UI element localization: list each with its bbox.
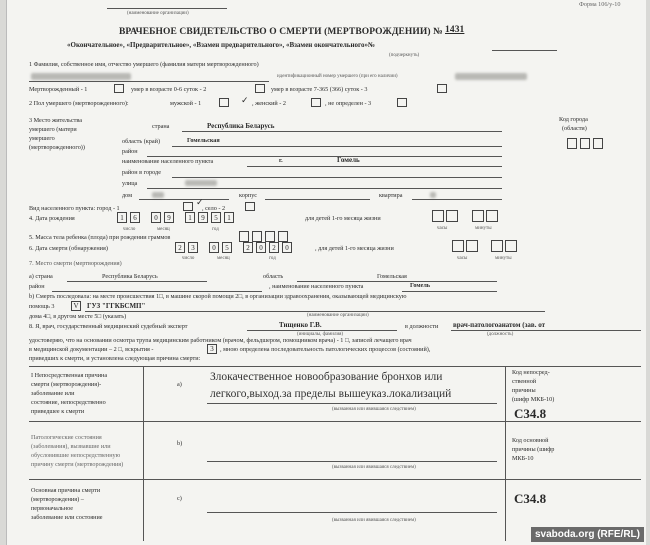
death-minute-box[interactable] <box>505 240 517 252</box>
cause1-label-2: смерти (мертворождения)- <box>31 381 102 388</box>
region-value: Гомельская <box>187 137 220 144</box>
death-year-digit[interactable]: 2 <box>269 242 279 253</box>
cause2-letter: b) <box>177 440 183 447</box>
section1-label: 1 Фамилия, собственное имя, отчество умершего (фамилия матери мертворожденного) <box>29 61 259 68</box>
female-checkbox[interactable] <box>311 98 321 107</box>
house-label: дом <box>122 192 133 199</box>
underline-caption: (подчеркнуть) <box>389 53 420 58</box>
city-checkbox[interactable] <box>183 202 193 211</box>
section8-label: 8. Я, врач, государственный медицинский судебный эксперт <box>29 323 188 330</box>
cause1-code-label-4: (шифр МКБ-10) <box>512 396 555 403</box>
death-day-digit[interactable]: 2 <box>175 242 185 253</box>
death-place-line2: помощь 3 <box>29 303 55 310</box>
position-value: врач-патологоанатом (зав. от <box>453 321 546 329</box>
cause3-letter: c) <box>177 495 182 502</box>
flat-label: квартира <box>379 192 403 199</box>
age-0-6-option: умер в возрасте 0-6 суток - 2 <box>131 86 207 93</box>
certificate-sheet <box>6 0 646 545</box>
section4-label: 4. Дата рождения <box>29 215 75 222</box>
village-checkbox[interactable] <box>245 202 255 211</box>
stillborn-checkbox[interactable] <box>114 84 124 93</box>
death-minute-box[interactable] <box>491 240 503 252</box>
position-label: в должности <box>405 323 439 330</box>
section3-label-3: умершего <box>29 135 55 142</box>
doctor-name: Тищенко Г.В. <box>279 321 322 329</box>
checkmark-icon: ✓ <box>241 95 249 105</box>
weight-box[interactable] <box>252 231 262 242</box>
redacted-name <box>31 73 131 80</box>
age-7-365-option: умер в возрасте 7-365 (366) суток - 3 <box>271 86 368 93</box>
undetermined-option: , не определен - 3 <box>325 100 372 107</box>
death-year-digit[interactable]: 0 <box>282 242 292 253</box>
city-code-label-2: (области) <box>562 125 587 132</box>
district-label: район <box>122 148 138 155</box>
city-code-box[interactable] <box>567 138 577 149</box>
cause1-code: С34.8 <box>514 406 547 421</box>
death-district-label: район <box>29 283 45 290</box>
redacted-street <box>185 180 217 186</box>
settlement-label: наименование населенного пункта <box>122 158 214 165</box>
death-hour-box[interactable] <box>452 240 464 252</box>
death-year-digit[interactable]: 0 <box>256 242 266 253</box>
weight-box[interactable] <box>265 231 275 242</box>
birth-day-caption: число <box>123 227 136 232</box>
form-reference: Форма 106/у-10 <box>579 1 621 8</box>
section8-line4: приведших к смерти, и установлена следующая причина смерти: <box>29 355 201 362</box>
city-code-box[interactable] <box>593 138 603 149</box>
birth-hour-box[interactable] <box>446 210 458 222</box>
birth-year-digit[interactable]: 1 <box>185 212 195 223</box>
death-org-value: ГУЗ "ГГКБСМП" <box>87 302 146 310</box>
birth-year-caption: год <box>212 227 219 232</box>
settlement-type: г. <box>279 157 283 164</box>
death-place-line3: дома 4□, в другом месте 5□ (указать) <box>29 313 127 320</box>
cause1-text-1: Злокачественное новообразование бронхов или <box>210 371 443 383</box>
birth-year-digit[interactable]: 9 <box>198 212 208 223</box>
death-settlement-value: Гомель <box>410 282 431 289</box>
cause1-code-label-2: ственной <box>512 378 537 385</box>
certificate-number: 1431 <box>445 25 465 35</box>
birth-day-digit[interactable]: 1 <box>117 212 127 223</box>
region-label: область (край) <box>122 138 161 145</box>
cause2-label-4: причину смерти (мертворождения) <box>31 461 124 468</box>
cause2-label-1: Патологические состояния <box>31 434 102 441</box>
cause3-label-3: первоначальное <box>31 505 73 512</box>
cause1-label-5: приведшее к смерти <box>31 408 85 415</box>
death-year-caption: год <box>269 256 276 261</box>
city-code-box[interactable] <box>580 138 590 149</box>
cause1-text-2: легкого,выход.за пределы вышеуказ.локализаций <box>210 388 452 400</box>
death-year-digit[interactable]: 2 <box>243 242 253 253</box>
death-minutes-caption: минуты <box>495 256 512 261</box>
position-caption: (должность) <box>487 332 514 337</box>
cause2-code-label-1: Код основной <box>512 437 549 444</box>
birth-minute-box[interactable] <box>486 210 498 222</box>
cause2-label-2: (заболевания), вызвавшие или <box>31 443 111 450</box>
document-title: ВРАЧЕБНОЕ СВИДЕТЕЛЬСТВО О СМЕРТИ (МЕРТВОРОЖДЕНИИ) № <box>119 27 443 37</box>
birth-hour-box[interactable] <box>432 210 444 222</box>
street-label: улица <box>122 180 138 187</box>
cause3-label-2: (мертворождения) – <box>31 496 84 503</box>
redacted-flat <box>430 192 436 198</box>
death-region-value: Гомельская <box>377 273 407 280</box>
birth-day-digit[interactable]: 6 <box>130 212 140 223</box>
stillborn-option: Мертворожденный - 1 <box>29 86 88 93</box>
birth-year-digit[interactable]: 1 <box>224 212 234 223</box>
cause3-label-1: Основная причина смерти <box>31 487 101 494</box>
country-label: страна <box>152 123 170 130</box>
death-hour-box[interactable] <box>466 240 478 252</box>
cause2-code-label-2: причины (шифр <box>512 446 555 453</box>
section3-label-2: умершего (матери <box>29 126 77 133</box>
checkmark-icon: ✓ <box>196 197 204 207</box>
settlement-value: Гомель <box>337 156 360 164</box>
building-label: корпус <box>239 192 258 199</box>
source-watermark: svaboda.org (RFE/RL) <box>531 527 644 542</box>
section3-label-4: (мертворожденного)) <box>29 144 85 151</box>
section7-label: 7. Место смерти (мертворождения) <box>29 260 122 267</box>
death-region-label: область <box>263 273 284 280</box>
birth-month-caption: месяц <box>157 227 170 232</box>
document-subtitle: «Окончательное», «Предварительное», «Взамен предварительного», «Взамен окончательного»№ <box>67 41 376 49</box>
death-month-digit[interactable]: 0 <box>209 242 219 253</box>
death-place-line1: b) Смерть последовала: на месте происшествия 1□, в машине скорой помощи 2□, в организации здравоохранения, оказывающей медицинскую <box>29 293 407 300</box>
section8-line3: в медицинской документации – 2 □, вскрытия - <box>29 346 154 353</box>
male-option: мужской - 1 <box>170 100 202 107</box>
birth-minutes-caption: минуты <box>475 226 492 231</box>
death-infant-label: , для детей 1-го месяца жизни <box>315 245 394 252</box>
male-checkbox[interactable] <box>219 98 229 107</box>
redacted-id <box>455 73 527 80</box>
death-country-value: Республика Беларусь <box>102 273 158 280</box>
doctor-name-caption: (инициалы, фамилия) <box>297 332 344 337</box>
id-number-label: идентификационный номер умершего (при его наличии) <box>277 74 398 79</box>
death-settlement-label: , наименование населенного пункта <box>269 283 364 290</box>
death-day-caption: число <box>182 256 195 261</box>
birth-hours-caption: часы <box>437 226 448 231</box>
female-option: , женский - 2 <box>252 100 286 107</box>
autopsy-checkbox[interactable]: 3 <box>207 344 217 354</box>
redacted-house <box>152 192 164 198</box>
cause1-label-1: I Непосредственная причина <box>31 372 108 379</box>
birth-month-digit[interactable]: 9 <box>164 212 174 223</box>
cause1-code-label-3: причины <box>512 387 536 394</box>
cause3-caption: (вызванная или явившаяся следствием) <box>332 518 416 523</box>
section6-label: 6. Дата смерти (обнаружения) <box>29 245 108 252</box>
cause3-code: С34.8 <box>514 491 547 506</box>
death-org-caption: (наименование организации) <box>307 313 369 318</box>
cause3-label-4: заболевание или состояние <box>31 514 103 521</box>
death-month-caption: месяц <box>217 256 230 261</box>
settlement-kind-label: Вид населенного пункта: город - 1 <box>29 205 120 212</box>
death-day-digit[interactable]: 3 <box>188 242 198 253</box>
section8-line3-post: , мною определена последовательность патологических процессов (состояний), <box>220 346 431 353</box>
undetermined-checkbox[interactable] <box>397 98 407 107</box>
age-0-6-checkbox[interactable] <box>255 84 265 93</box>
birth-month-digit[interactable]: 0 <box>151 212 161 223</box>
org-checkbox[interactable]: V <box>71 301 81 311</box>
death-hours-caption: часы <box>457 256 468 261</box>
death-country-label: а) страна <box>29 273 53 280</box>
cause1-label-4: состояние, непосредственно <box>31 399 106 406</box>
section5-label: 5. Масса тела ребенка (плода) при рождении граммов <box>29 234 171 241</box>
village-option: , село - 2 <box>202 205 226 212</box>
city-code-label-1: Код города <box>559 116 588 123</box>
section3-label-1: 3 Место жительства <box>29 117 82 124</box>
cause2-code-label-3: МКБ-10 <box>512 455 534 462</box>
org-caption: (наименование организации) <box>127 11 189 16</box>
birth-infant-label: для детей 1-го месяца жизни <box>305 215 381 222</box>
weight-box[interactable] <box>278 231 288 242</box>
section2-label: 2 Пол умершего (мертворожденного): <box>29 100 129 107</box>
age-7-365-checkbox[interactable] <box>437 84 447 93</box>
section8-line2: удостоверяю, что на основании осмотра трупа медицинским работником (врачом, фельдшером, помощником врача) - 1 □, записей лечащего врач <box>29 337 412 344</box>
death-month-digit[interactable]: 5 <box>222 242 232 253</box>
city-district-label: район в городе <box>122 169 161 176</box>
birth-minute-box[interactable] <box>472 210 484 222</box>
cause2-caption: (вызванная или явившаяся следствием) <box>332 465 416 470</box>
cause1-code-label-1: Код непосред- <box>512 369 550 376</box>
cause1-letter: а) <box>177 381 182 388</box>
cause1-caption: (вызванная или явившаяся следствием) <box>332 407 416 412</box>
birth-year-digit[interactable]: 5 <box>211 212 221 223</box>
cause2-label-3: обусловившие непосредственную <box>31 452 121 459</box>
country-value: Республика Беларусь <box>207 122 275 130</box>
weight-box[interactable] <box>239 231 249 242</box>
cause1-label-3: заболевание или <box>31 390 75 397</box>
